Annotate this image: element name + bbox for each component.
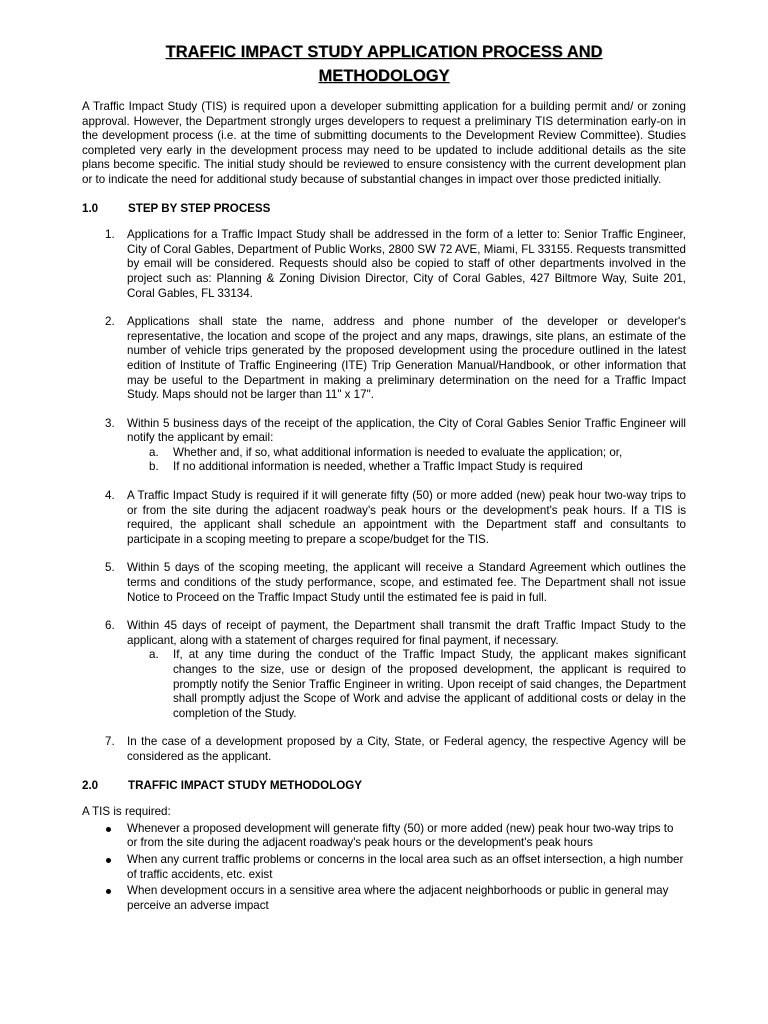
sub-item — [127, 446, 686, 461]
sub-item — [127, 648, 686, 721]
section-1-number: 1.0 — [82, 201, 99, 215]
section-2-heading — [82, 779, 686, 794]
bullet-text: When any current traffic problems or concerns in the local area such as an offset intersection, a high number of traffic accidents, etc. exist — [127, 852, 684, 881]
bullet-list — [82, 822, 686, 914]
step-text: Applications shall state the name, address and phone number of the developer or developer's representative, the location and scope of the project and any maps, drawings, site plans, an estimate of the number of vehicle trips generated by the proposed development using the procedure outlined in the latest edition of Institute of Traffic Engineering (ITE) Trip Generation Manual/Handbook, or other information that may be useful to the Department in making a preliminary determination on the need for a Traffic Impact Study. Maps should not be larger than 11" x 17". — [127, 315, 686, 402]
bullet-text: Whenever a proposed development will generate fifty (50) or more added (new) peak hour two-way trips to or from the site during the adjacent roadway's peak hours or the development's peak hours — [127, 821, 674, 850]
sub-item-text: Whether and, if so, what additional information is needed to evaluate the application; or, — [173, 445, 623, 459]
list-item — [82, 853, 686, 882]
list-item — [82, 489, 686, 547]
step-number: 7. — [105, 735, 115, 749]
section-2-title: TRAFFIC IMPACT STUDY METHODOLOGY — [128, 778, 363, 792]
bullet-text: When development occurs in a sensitive area where the adjacent neighborhoods or public in general may perceive an adverse impact — [127, 884, 669, 912]
title-line-2: METHODOLOGY — [318, 67, 450, 85]
step-number: 4. — [105, 489, 115, 503]
step-number: 3. — [105, 416, 115, 430]
step-text: A Traffic Impact Study is required if it will generate fifty (50) or more added (new) peak hour two-way trips to or from the site during the adjacent roadway's peak hours or the development's peak hours. If a TIS is required, the applicant shall schedule an appointment with the Department staff and consultants to participate in a scoping meeting to prepare a scope/budget for the TIS. — [127, 489, 686, 546]
sub-item-text: If, at any time during the conduct of the Traffic Impact Study, the applicant makes significant changes to the size, use or design of the proposed development, the applicant is required to promptly notify the Senior Traffic Engineer in writing. Upon receipt of said changes, the Department shall promptly adjust the Scope of Work and advise the applicant of additional costs or delay in the completion of the Study. — [173, 648, 686, 720]
step-list — [82, 228, 686, 764]
sub-item-letter: a. — [149, 445, 159, 459]
list-item — [82, 417, 686, 475]
step-text: Applications for a Traffic Impact Study shall be addressed in the form of a letter to: Senior Traffic Engineer, City of Coral Gables, Department of Public Works, 2800 SW 72 AVE, Miami, FL 33155. Requests transmitted by email will be considered. Requests should also be copied to staff of other departments involved in the project such as: Planning & Zoning Division Director, City of Coral Gables, 427 Biltmore Way, Suite 201, Coral Gables, FL 33134. — [127, 228, 686, 300]
bullet-icon — [82, 822, 127, 851]
section-2-number: 2.0 — [82, 778, 99, 792]
section-1-title: STEP BY STEP PROCESS — [128, 201, 271, 215]
document-title — [82, 40, 686, 88]
step-number: 5. — [105, 561, 115, 575]
list-item — [82, 822, 686, 851]
bullet-icon — [82, 853, 127, 882]
sub-item-text: If no additional information is needed, whether a Traffic Impact Study is required — [173, 460, 583, 474]
section-1-heading — [82, 202, 686, 217]
sub-item — [127, 460, 686, 475]
list-item — [82, 561, 686, 605]
step-number: 2. — [105, 315, 115, 329]
list-item — [82, 228, 686, 301]
step-text: Within 5 days of the scoping meeting, the applicant will receive a Standard Agreement which outlines the terms and conditions of the study performance, scope, and estimated fee. The Department shall not issue Notice to Proceed on the Traffic Impact Study until the estimated fee is paid in full. — [127, 561, 686, 604]
step-text: In the case of a development proposed by a City, State, or Federal agency, the respective Agency will be considered as the applicant. — [127, 735, 686, 763]
list-item — [82, 735, 686, 764]
intro-paragraph: A Traffic Impact Study (TIS) is required upon a developer submitting application for a building permit and/ or zoning approval. However, the Department strongly urges developers to request a preliminary TIS determination early-on in the development process (i.e. at the time of submitting documents to the Development Review Committee). Studies completed very early in the development process may need to be updated to include additional details as the site plans become specific. The initial study should be reviewed to ensure consistency with the current development plan or to indicate the need for additional study because of substantial changes in impact over those predicted initially. — [82, 100, 686, 186]
bullet-icon — [82, 884, 127, 913]
list-item — [82, 884, 686, 913]
step-text: Within 45 days of receipt of payment, the Department shall transmit the draft Traffic Impact Study to the applicant, along with a statement of charges required for final payment, if necessary. — [127, 619, 686, 647]
section-2-lead: A TIS is required: — [82, 805, 171, 819]
step-number: 6. — [105, 619, 115, 633]
list-item — [82, 619, 686, 721]
sub-item-letter: b. — [149, 460, 159, 474]
step-number: 1. — [105, 228, 115, 242]
sub-item-letter: a. — [149, 648, 159, 662]
title-line-1: TRAFFIC IMPACT STUDY APPLICATION PROCESS AND — [165, 43, 603, 61]
list-item — [82, 315, 686, 403]
step-text: Within 5 business days of the receipt of the application, the City of Coral Gables Senior Traffic Engineer will notify the applicant by email: — [127, 416, 686, 445]
